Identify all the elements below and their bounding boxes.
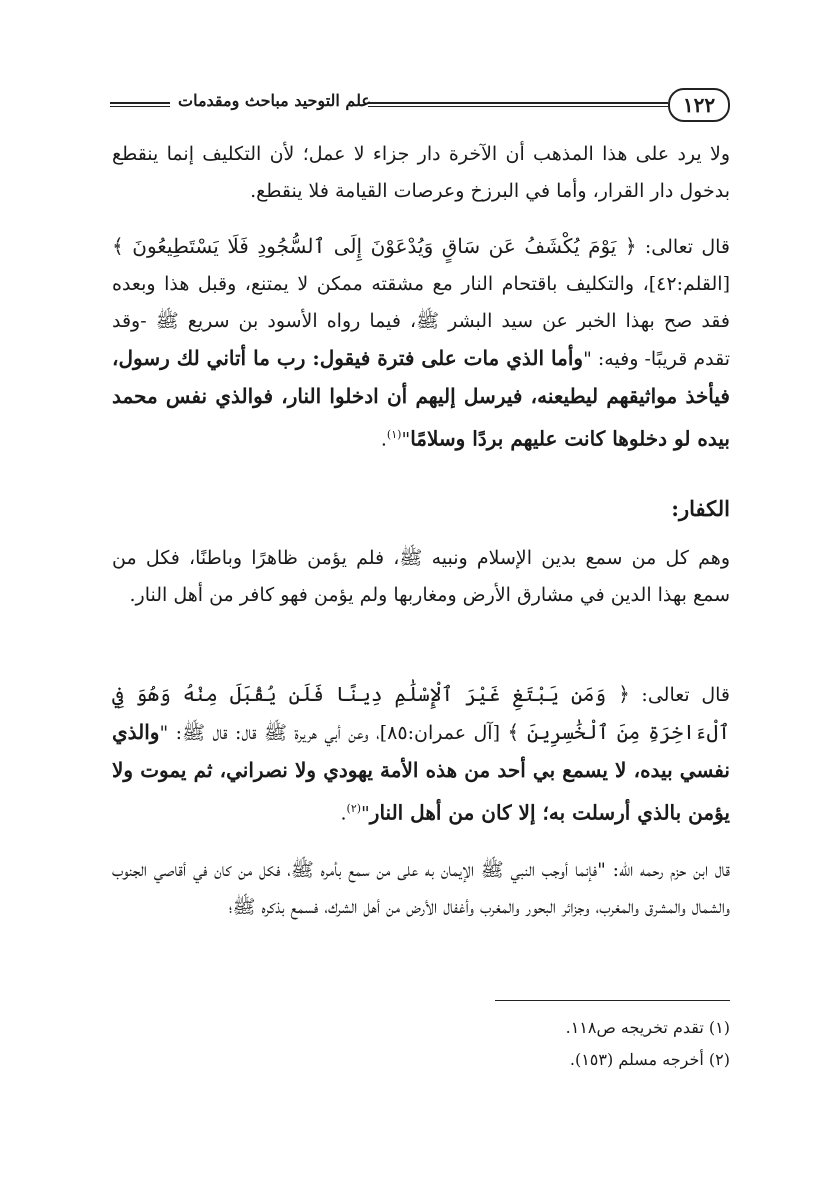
- paragraph-4: [112, 676, 730, 832]
- footnote-divider: [495, 1000, 730, 1001]
- paragraph-5-text: قال ابن حزم رحمه الله: "فإنما أوجب النبي ﷺ الإيمان به على من سمع بأمره ﷺ، فكل من كان في أقاصي الجنوب والشمال والمشرق والمغرب، وجزائر البحور والمغرب وأغفال الأرض من أهل الشرك، فسمع بذكره ﷺ؛: [112, 859, 730, 918]
- quran-verse-2: ﴿ وَمَن يَبْتَغِ غَيْرَ ٱلْإِسْلَٰمِ دِينًا فَلَن يُقْبَلَ مِنْهُ وَهُوَ فِي ٱلْءَاخِرَةِ مِنَ ٱلْخَٰسِرِينَ ﴾: [112, 682, 730, 744]
- p2-rest: [القلم:٤٢]، والتكليف باقتحام النار مع مشقته ممكن لا يمتنع، وقبل هذا وبعده فقد صح بهذا الخبر عن سيد البشر ﷺ، فيما رواه الأسود بن سريع ﷺ -وقد تقدم قريبًا- وفيه: ": [112, 273, 731, 370]
- paragraph-3: [112, 540, 730, 614]
- p4-intro: قال تعالى:: [629, 684, 730, 706]
- header-rule-left: [110, 102, 170, 107]
- page-header: [110, 88, 730, 122]
- footnote-ref-2: (٢): [346, 802, 362, 815]
- p4-rest: [آل عمران:٨٥]، وعن أبي هريرة ﷺ قال: قال ﷺ: ": [159, 722, 508, 744]
- book-title: علم التوحيد مباحث ومقدمات: [178, 91, 371, 110]
- paragraph-1: [112, 136, 730, 210]
- quran-verse: ﴿ يَوْمَ يُكْشَفُ عَن سَاقٍ وَيُدْعَوْنَ إِلَى ٱلسُّجُودِ فَلَا يَسْتَطِيعُونَ ﴾: [112, 234, 637, 258]
- footnote-1: (١) تقدم تخريجه ص١١٨.: [565, 1018, 730, 1037]
- p2-intro: قال تعالى:: [636, 236, 730, 258]
- p2-quote-end: ": [401, 428, 411, 451]
- header-rule: [368, 102, 668, 107]
- paragraph-2: [112, 228, 730, 458]
- footnote-2: (٢) أخرجه مسلم (١٥٣).: [569, 1050, 730, 1069]
- page-number: ١٢٢: [668, 88, 730, 122]
- footnote-ref-1: (١): [386, 428, 402, 441]
- paragraph-5: [112, 852, 730, 926]
- paragraph-1-text: ولا يرد على هذا المذهب أن الآخرة دار جزاء لا عمل؛ لأن التكليف إنما ينقطع بدخول دار القرار، وأما في البرزخ وعرصات القيامة فلا ينقطع.: [112, 143, 730, 202]
- p2-final: .: [380, 428, 387, 451]
- hadith-quote: وأما الذي مات على فترة فيقول: رب ما أتاني لك رسول، فيأخذ مواثيقهم ليطيعنه، فيرسل إليهم أن ادخلوا النار، فوالذي نفس محمد بيده لو دخلوها كانت عليهم بردًا وسلامًا: [112, 346, 730, 451]
- p4-final: .: [340, 802, 347, 825]
- p4-quote-end: ": [361, 802, 370, 825]
- section-heading: الكفار:: [671, 496, 730, 521]
- paragraph-3-text: وهم كل من سمع بدين الإسلام ونبيه ﷺ، فلم يؤمن ظاهرًا وباطنًا، فكل من سمع بهذا الدين في مشارق الأرض ومغاربها ولم يؤمن فهو كافر من أهل النار.: [112, 547, 730, 606]
- hadith-quote-2: والذي نفسي بيده، لا يسمع بي أحد من هذه الأمة يهودي ولا نصراني، ثم يموت ولا يؤمن بالذي أرسلت به؛ إلا كان من أهل النار: [112, 720, 730, 825]
